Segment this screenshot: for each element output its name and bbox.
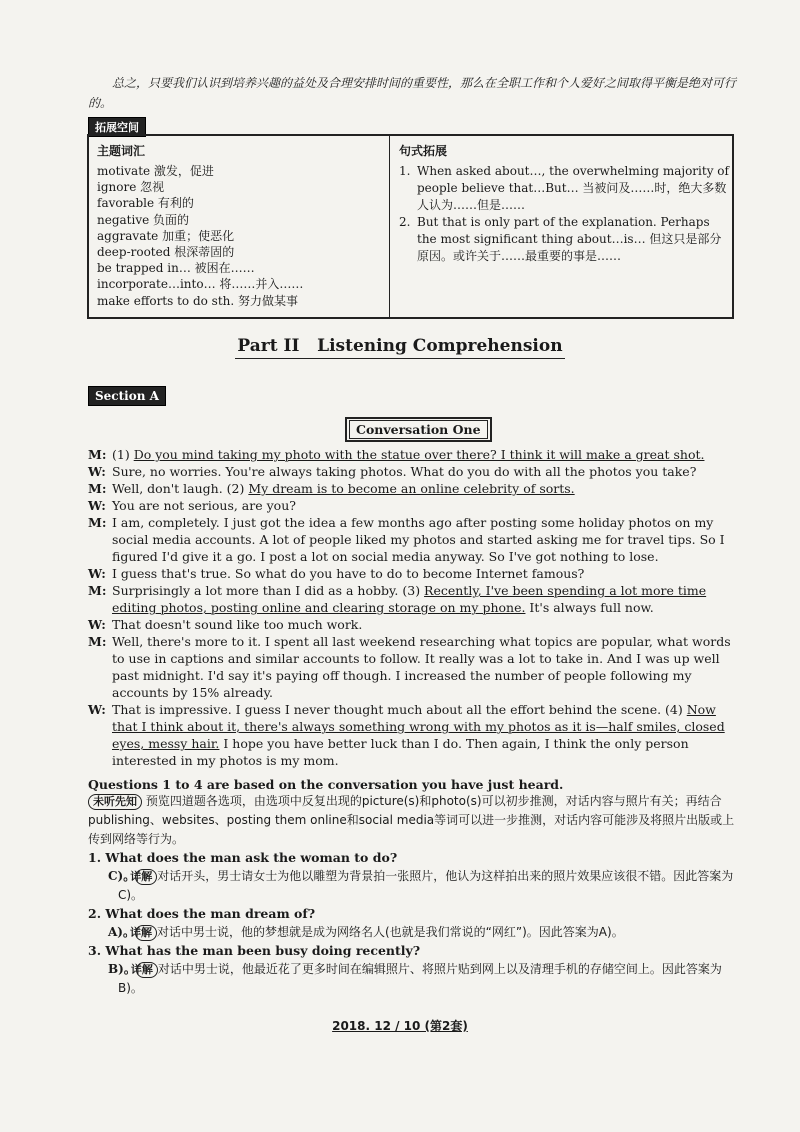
vocab-item: make efforts to do sth. 努力做某事 bbox=[97, 293, 299, 308]
sentence-item bbox=[399, 163, 729, 214]
sentence-item bbox=[399, 214, 729, 265]
speaker-label: M: bbox=[88, 583, 107, 598]
question-text: 2. What does the man dream of? bbox=[88, 906, 316, 921]
dialogue-line bbox=[88, 633, 738, 701]
explanation-text: 对话中男士说，他的梦想就是成为网络名人(也就是我们常说的“网红”)。因此答案为A)。 bbox=[157, 925, 624, 939]
dialogue-text bbox=[112, 633, 738, 701]
explanation-tag: 详解 bbox=[135, 925, 157, 941]
sentence-text: But that is only part of the explanation. Perhaps the most significant thing about…is… 但这只是部分原因。或许关于……最重要的事是…… bbox=[417, 215, 722, 263]
dialogue-segment: Well, don't laugh. (2) bbox=[112, 481, 249, 496]
conversation-title bbox=[345, 417, 492, 442]
vocab-item: motivate 激发，促进 bbox=[97, 164, 214, 178]
preview-tag: 未听先知 bbox=[88, 794, 142, 810]
explanation-tag: 详解 bbox=[136, 962, 158, 978]
sentence-number: 2. bbox=[399, 215, 411, 229]
dialogue-segment: Surprisingly a lot more than I did as a hobby. (3) bbox=[112, 583, 425, 598]
speaker-label: W: bbox=[88, 617, 106, 632]
dialogue-line bbox=[88, 701, 738, 769]
vocab-item: negative 负面的 bbox=[97, 212, 190, 227]
answer-explanation bbox=[88, 867, 738, 905]
dialogue-line bbox=[88, 463, 738, 480]
explanation-tag: 详解 bbox=[135, 869, 157, 885]
sentence-list bbox=[399, 163, 729, 265]
dialogue-block bbox=[88, 446, 738, 998]
answer-explanation bbox=[88, 960, 738, 998]
dialogue-line bbox=[88, 497, 738, 514]
speaker-label: M: bbox=[88, 515, 107, 530]
answer-explanation bbox=[88, 923, 738, 942]
dialogue-segment: I am, completely. I just got the idea a few months ago after posting some holiday photos on my social media accounts. A lot of people liked my photos and started asking me for travel tips. So I figured I'd give it a go. I post a lot on social media anyway. So I've got nothing to lose. bbox=[112, 515, 725, 564]
dialogue bbox=[88, 446, 738, 769]
answer-letter: B)。 bbox=[108, 962, 136, 976]
vocab-item: deep-rooted 根深蒂固的 bbox=[97, 245, 235, 260]
dialogue-line bbox=[88, 616, 738, 633]
dialogue-text bbox=[112, 497, 296, 514]
dialogue-segment: You are not serious, are you? bbox=[112, 498, 296, 513]
sentence-text: When asked about…, the overwhelming majority of people believe that…But… 当被问及……时，绝大多数人认为……但是…… bbox=[417, 164, 729, 212]
speaker-label: M: bbox=[88, 481, 107, 496]
answer-letter: A)。 bbox=[108, 925, 135, 939]
dialogue-segment: (1) bbox=[112, 447, 134, 462]
dialogue-text bbox=[112, 446, 704, 463]
dialogue-text bbox=[112, 582, 738, 616]
vocab-list bbox=[97, 163, 389, 309]
preview-text: 预览四道题各选项，由选项中反复出现的picture(s)和photo(s)可以初步推测，对话内容与照片有关；再结合publishing、websites、posting them online和social media等词可以进一步推测，对话内容可能涉及将照片出版或上传到网络等行为。 bbox=[88, 794, 735, 846]
column-divider bbox=[389, 136, 390, 317]
questions-heading: Questions 1 to 4 are based on the conversation you have just heard. bbox=[88, 777, 564, 792]
explanation-text: 对话中男士说，他最近花了更多时间在编辑照片、将照片贴到网上以及清理手机的存储空间上。因此答案为B)。 bbox=[118, 962, 722, 995]
vocab-column bbox=[97, 142, 389, 309]
intro-paragraph: 总之，只要我们认识到培养兴趣的益处及合理安排时间的重要性，那么在全职工作和个人爱好之间取得平衡是绝对可行的。 bbox=[88, 76, 737, 110]
question-item bbox=[88, 905, 738, 942]
speaker-label: W: bbox=[88, 498, 106, 513]
vocab-item: aggravate 加重；使恶化 bbox=[97, 228, 235, 243]
vocab-item: be trapped in… 被困在…… bbox=[97, 261, 255, 276]
dialogue-line bbox=[88, 582, 738, 616]
sentence-heading: 句式拓展 bbox=[399, 144, 448, 158]
dialogue-line bbox=[88, 446, 738, 463]
dialogue-segment: Well, there's more to it. I spent all last weekend researching what topics are popular, what words to use in captions and similar accounts to follow. It really was a lot to take in. And I was up well past midnight. I'd say it's paying off though. I increased the number of people following my accounts by 15% already. bbox=[112, 634, 731, 700]
question-item bbox=[88, 942, 738, 998]
speaker-label: W: bbox=[88, 702, 106, 717]
page-footer bbox=[0, 1017, 800, 1034]
dialogue-text bbox=[112, 701, 738, 769]
key-sentence: Recently, I've been spending a lot more time editing photos, posting online and clearing storage on my phone. bbox=[112, 583, 707, 615]
speaker-label: W: bbox=[88, 566, 106, 581]
vocab-item: favorable 有利的 bbox=[97, 196, 194, 211]
vocab-heading: 主题词汇 bbox=[97, 144, 146, 158]
footer-text: 2018. 12 / 10 (第2套) bbox=[332, 1019, 468, 1033]
dialogue-text bbox=[112, 514, 738, 565]
sentence-column bbox=[399, 142, 729, 265]
extension-tag-label: 拓展空间 bbox=[88, 117, 146, 137]
speaker-label: W: bbox=[88, 464, 106, 479]
questions-list bbox=[88, 849, 738, 998]
dialogue-text bbox=[112, 616, 362, 633]
dialogue-segment: That doesn't sound like too much work. bbox=[112, 617, 363, 632]
speaker-label: M: bbox=[88, 634, 107, 649]
dialogue-text bbox=[112, 480, 575, 497]
conversation-title-text: Conversation One bbox=[349, 420, 488, 439]
speaker-label: M: bbox=[88, 447, 107, 462]
part-title-text: Part II Listening Comprehension bbox=[235, 336, 564, 359]
vocab-item: ignore 忽视 bbox=[97, 180, 165, 195]
section-tag bbox=[88, 385, 166, 406]
key-sentence: Now that I think about it, there's always something wrong with my photos as it is—half smiles, closed eyes, messy hair. bbox=[112, 702, 725, 751]
dialogue-segment: I guess that's true. So what do you have to do to become Internet famous? bbox=[112, 566, 585, 581]
question-text: 1. What does the man ask the woman to do? bbox=[88, 850, 398, 865]
explanation-text: 对话开头，男士请女士为他以雕塑为背景拍一张照片，他认为这样拍出来的照片效果应该很不错。因此答案为C)。 bbox=[118, 869, 734, 902]
part-title bbox=[0, 336, 800, 356]
dialogue-segment: Sure, no worries. You're always taking photos. What do you do with all the photos you take? bbox=[112, 464, 697, 479]
answer-letter: C)。 bbox=[108, 869, 136, 883]
dialogue-text bbox=[112, 463, 696, 480]
key-sentence: Do you mind taking my photo with the statue over there? I think it will make a great shot. bbox=[133, 447, 705, 462]
dialogue-segment: I hope you have better luck than I do. Then again, I think the only person interested in my photos is my mom. bbox=[112, 736, 689, 768]
dialogue-segment: It's always full now. bbox=[525, 600, 654, 615]
dialogue-line bbox=[88, 565, 738, 582]
sentence-number: 1. bbox=[399, 164, 411, 178]
dialogue-text bbox=[112, 565, 584, 582]
dialogue-line bbox=[88, 514, 738, 565]
question-text: 3. What has the man been busy doing recently? bbox=[88, 943, 421, 958]
question-item bbox=[88, 849, 738, 905]
extension-box bbox=[87, 134, 734, 319]
preview-note bbox=[88, 792, 738, 849]
section-tag-label: Section A bbox=[88, 386, 166, 406]
dialogue-line bbox=[88, 480, 738, 497]
vocab-item: incorporate…into… 将……并入…… bbox=[97, 277, 304, 292]
dialogue-segment: That is impressive. I guess I never thought much about all the effort behind the scene. (4) bbox=[112, 702, 687, 717]
key-sentence: My dream is to become an online celebrity of sorts. bbox=[248, 481, 575, 496]
